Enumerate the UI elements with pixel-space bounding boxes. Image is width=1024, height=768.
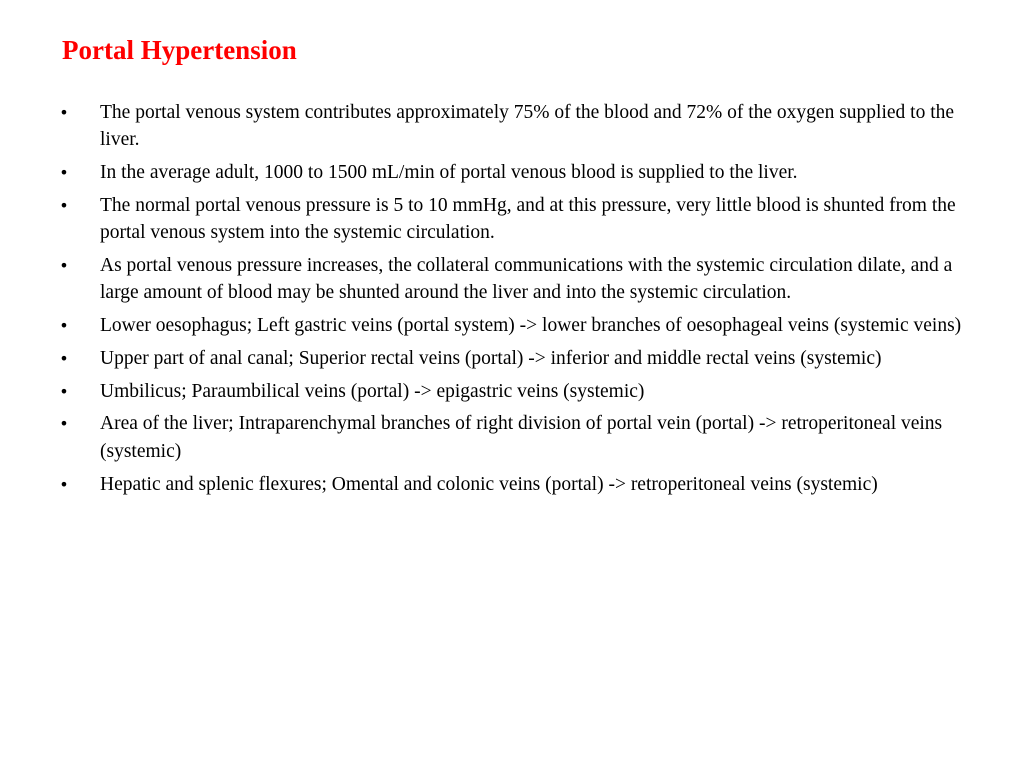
bullet-text: Umbilicus; Paraumbilical veins (portal) -> epigastric veins (systemic) <box>100 380 645 402</box>
bullet-text: The portal venous system contributes approximately 75% of the blood and 72% of the oxygen supplied to the liver. <box>100 102 955 151</box>
list-item <box>0 312 1024 339</box>
bullet-text: In the average adult, 1000 to 1500 mL/min of portal venous blood is supplied to the liver. <box>100 162 798 184</box>
slide-title: Portal Hypertension <box>62 35 297 65</box>
bullet-list <box>0 99 1024 503</box>
bullet-text: Hepatic and splenic flexures; Omental and colonic veins (portal) -> retroperitoneal veins (systemic) <box>100 473 878 495</box>
bullet-icon: • <box>59 163 69 183</box>
bullet-text: As portal venous pressure increases, the collateral communications with the systemic circulation dilate, and a large amount of blood may be shunted around the liver and into the systemic circulation. <box>100 254 953 304</box>
bullet-icon: • <box>59 103 69 122</box>
bullet-icon: • <box>59 348 69 368</box>
bullet-icon: • <box>59 381 69 401</box>
bullet-icon: • <box>59 474 69 494</box>
bullet-text: Lower oesophagus; Left gastric veins (portal system) -> lower branches of oesophageal veins (systemic veins) <box>100 315 962 337</box>
list-item <box>0 159 1024 186</box>
bullet-text: Upper part of anal canal; Superior rectal veins (portal) -> inferior and middle rectal veins (systemic) <box>100 347 882 369</box>
list-item <box>0 410 1024 465</box>
bullet-text: The normal portal venous pressure is 5 to 10 mmHg, and at this pressure, very little blood is shunted from the portal venous system into the systemic circulation. <box>100 194 956 244</box>
list-item <box>0 471 1024 498</box>
list-item <box>0 99 1024 154</box>
bullet-icon: • <box>59 255 69 275</box>
bullet-text: Area of the liver; Intraparenchymal branches of right division of portal vein (portal) -> retroperitoneal veins (systemic) <box>100 413 943 462</box>
list-item <box>0 378 1024 405</box>
bullet-icon: • <box>59 195 69 215</box>
bullet-icon: • <box>59 316 69 336</box>
list-item <box>0 192 1024 247</box>
list-item <box>0 345 1024 372</box>
list-item <box>0 252 1024 307</box>
bullet-icon: • <box>59 414 69 434</box>
